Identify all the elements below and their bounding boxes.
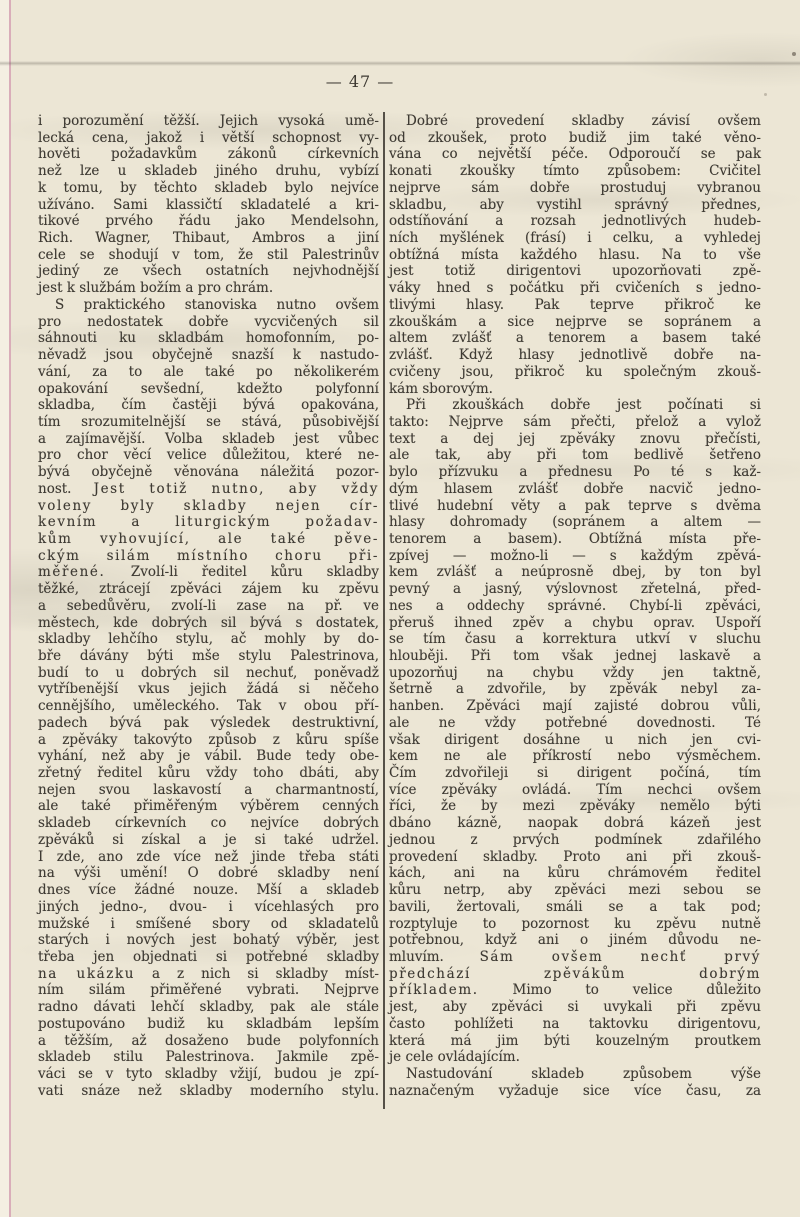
page-number: — 47 — — [325, 72, 395, 91]
text-line: ním silám přiměřené vybrati. Nejprve — [38, 982, 379, 999]
text-line: bývá obyčejně věnována náležitá pozor- — [38, 464, 379, 481]
text-line: jest k službám božím a pro chrám. — [38, 280, 274, 297]
text-line: vytříbenější vkus jejich žádá si něčeho — [38, 681, 379, 698]
text-line: říci, že by mezi zpěváky nemělo býti — [389, 798, 761, 815]
text-line: vání, za to ale také po několikerém — [38, 363, 379, 380]
text-line: cele se shodují v tom, že stil Palestrinův — [38, 246, 379, 263]
text-line: dým hlasem zvlášť dobře nacvič jedno- — [389, 480, 761, 497]
text-line: přeruš ihned zpěv a chybu oprav. Uspoří — [389, 614, 761, 631]
text-line: městech, kde dobrých sil bývá s dostatek, — [38, 614, 379, 631]
text-line: obtížná místa každého hlasu. Na to vše — [389, 246, 761, 263]
text-line: kách, ani na kůru chrámovém ředitel — [389, 865, 761, 882]
text-line: cennějšího, uměleckého. Tak v obou pří- — [38, 698, 379, 715]
text-line: S praktického stanoviska nutno ovšem — [55, 296, 379, 313]
text-line: od zkoušek, proto budiž jim také věno- — [389, 129, 761, 146]
text-line: Při zkouškách dobře jest počínati si — [406, 397, 761, 414]
text-line: pro nedostatek dobře vycvičených sil — [38, 313, 379, 330]
ink-speck — [792, 52, 796, 56]
text-line: tikové prvého řádu jako Mendelsohn, — [38, 213, 379, 230]
text-line: je cele ovládajícím. — [389, 1049, 520, 1066]
text-line: bavili, žertovali, smáli se a tak pod; — [389, 898, 761, 915]
text-line: tlivými hlasy. Pak teprve přikroč ke — [389, 296, 761, 313]
text-line: pevný a jasný, výslovnost zřetelná, před- — [389, 581, 761, 598]
text-line: a sebedůvěru, zvolí-li zase na př. ve — [38, 597, 379, 614]
text-line: odstíňování a rozsah jednotlivých hudeb- — [389, 213, 761, 230]
text-line: k tomu, by těchto skladeb bylo nejvíce — [38, 179, 379, 196]
text-line: Nastudování skladeb způsobem výše — [406, 1065, 761, 1082]
text-line: sáhnouti ku skladbám homofonním, po- — [38, 330, 379, 347]
text-line: rozptyluje to pozornost ku zpěvu nutně — [389, 915, 761, 932]
text-line: vyhání, než aby je vábil. Bude tedy obe- — [38, 748, 379, 765]
text-line: voleny byly skladby nejen cír- — [38, 497, 379, 514]
text-line: kůru netrp, aby zpěváci mezi sebou se — [389, 882, 761, 899]
text-line: skladbu, aby vystihl správný přednes, — [389, 196, 761, 213]
text-line: dbáno kázně, naopak dobrá kázeň jest — [389, 815, 761, 832]
text-line: lecká cena, jakož i větší schopnost vy- — [38, 129, 379, 146]
text-line: jest, aby zpěváci si uvykali při zpěvu — [389, 999, 761, 1016]
text-line: ale ne vždy potřebné dovednosti. Té — [389, 714, 761, 731]
text-line: ních myšlének (frásí) i celku, a vyhledej — [389, 230, 761, 247]
text-line: na výši umění! O dobré skladby není — [38, 865, 379, 882]
text-line: zpívej — možno-li — s každým zpěvá- — [389, 547, 761, 564]
text-line: tenorem a basem). Obtížná místa pře- — [389, 530, 761, 547]
text-line: hověti požadavkům zákonů církevních — [38, 146, 379, 163]
text-line: cvičeny jsou, přikroč ku společným zkouš- — [389, 363, 761, 380]
text-line: jest totiž dirigentovi upozorňovati zpě- — [389, 263, 761, 280]
text-line: provedení skladby. Proto ani při zkouš- — [389, 848, 761, 865]
text-line: radno dávati lehčí skladby, pak ale stále — [38, 999, 379, 1016]
left-column — [38, 113, 379, 1099]
text-line: vána co největší péče. Odporoučí se pak — [389, 146, 761, 163]
text-line: budí to u dobrých sil nechuť, poněvadž — [38, 664, 379, 681]
text-line: altem zvlášť a tenorem a basem také — [389, 330, 761, 347]
text-line: a zpěváky takovýto způsob z kůru spíše — [38, 731, 379, 748]
text-line: kevním a liturgickým požadav- — [38, 514, 379, 531]
text-line: i porozumění těžší. Jejich vysoká umě- — [38, 113, 379, 129]
text-line: hlouběji. Při tom však jednej laskavě a — [389, 648, 761, 664]
text-line: postupováno budiž ku skladbám lepším — [38, 1015, 379, 1032]
text-line: kám sborovým. — [389, 380, 493, 397]
text-line: třeba jen objednati si potřebné skladby — [38, 948, 379, 965]
text-line: něvadž jsou obyčejně snazší k nastudo- — [38, 347, 379, 364]
text-line: jiných jedno-, dvou- i vícehlasých pro — [38, 898, 379, 915]
text-line: ale tak, aby při tom bedlivě šetřeno — [389, 447, 761, 464]
text-line: tím srozumitelnější se stává, působivější — [38, 413, 379, 430]
text-line: více zpěváky ovládá. Tím nechci ovšem — [389, 781, 761, 798]
text-line: konati zkoušky tímto způsobem: Cvičitel — [389, 163, 761, 180]
text-line: těžké, ztrácejí zpěváci zájem ku zpěvu — [38, 581, 379, 598]
text-line: hlasy dohromady (sopránem a altem — — [389, 514, 761, 531]
text-line: váky hned s počátku při cvičeních s jedno- — [389, 280, 761, 297]
text-line: a těžším, až dosaženo bude polyfonních — [38, 1032, 379, 1049]
text-line: však dirigent dosáhne u nich jen cvi- — [389, 731, 761, 748]
text-line: předchází zpěvákům dobrým — [389, 965, 761, 982]
text-line: takto: Nejprve sám přečti, přelož a vylož — [389, 413, 761, 430]
column-divider — [383, 112, 385, 1109]
text-line: zpěváků si získal a je si také udržel. — [38, 831, 379, 848]
text-line: Dobré provedení skladby závisí ovšem — [406, 113, 761, 129]
text-line: dnes více žádné nouze. Mší a skladeb — [38, 882, 379, 899]
text-line: bře dávány býti mše stylu Palestrinova, — [38, 648, 379, 664]
text-line: ckým silám místního choru při- — [38, 547, 379, 564]
text-line: kem ne ale příkrostí nebo výsměchem. — [389, 748, 761, 765]
text-line: padech bývá pak výsledek destruktivní, — [38, 714, 379, 731]
text-line: bylo přízvuku a přednesu Po té s kaž- — [389, 464, 761, 481]
text-line: Rich. Wagner, Thibaut, Ambros a jiní — [38, 230, 379, 247]
text-line: skladeb církevních co nejvíce dobrých — [38, 815, 379, 832]
text-line: jednou z prvých podmínek zdařilého — [389, 831, 761, 848]
text-line: Čím zdvořileji si dirigent počíná, tím — [389, 765, 761, 782]
text-line: text a dej jej zpěváky znovu přečísti, — [389, 430, 761, 447]
text-line: na ukázku a z nich si skladby míst- — [38, 965, 379, 982]
text-line: zvlášť. Když hlasy jednotlivě dobře na- — [389, 347, 761, 364]
text-line: často pohlížeti na taktovku dirigentovu, — [389, 1015, 761, 1032]
text-line: skladby lehčího stylu, ač mohly by do- — [38, 631, 379, 648]
text-line: nost. Jest totiž nutno, aby vždy — [38, 480, 379, 497]
text-line: nes a oddechy správné. Chybí-li zpěváci, — [389, 597, 761, 614]
text-line: ale také přiměřeným výběrem cenných — [38, 798, 379, 815]
text-line: skladba, čím častěji bývá opakována, — [38, 397, 379, 414]
ink-speck — [764, 93, 767, 96]
text-line: starých i nových jest bohatý výběr, jest — [38, 932, 379, 949]
text-line: kům vyhovující, ale také pěve- — [38, 530, 379, 547]
text-line: kem zvlášť a neúprosně dbej, by ton byl — [389, 564, 761, 581]
text-line: měřené. Zvolí-li ředitel kůru skladby — [38, 564, 379, 581]
text-line: upozorňuj na chybu vždy jen taktně, — [389, 664, 761, 681]
text-line: naznačeným vyžaduje sice více času, za — [389, 1082, 761, 1099]
text-line: šetrně a zdvořile, by zpěvák nebyl za- — [389, 681, 761, 698]
text-line: mluvím. Sám ovšem nechť prvý — [389, 948, 761, 965]
text-line: potřebnou, když ani o jiném důvodu ne- — [389, 932, 761, 949]
text-line: a zajímavější. Volba skladeb jest vůbec — [38, 430, 379, 447]
text-line: hanben. Zpěváci mají zajisté dobrou vůli, — [389, 698, 761, 715]
text-line: váci se v tyto skladby vžijí, budou je zpí- — [38, 1065, 379, 1082]
text-line: nejprve sám dobře prostuduj vybranou — [389, 179, 761, 196]
text-line: I zde, ano zde více než jinde třeba státi — [38, 848, 379, 865]
text-line: užíváno. Sami klassičtí skladatelé a kri- — [38, 196, 379, 213]
text-line: vati snáze než skladby moderního stylu. — [38, 1082, 379, 1099]
text-line: která má jim býti kouzelným proutkem — [389, 1032, 761, 1049]
paper-edge-strip — [0, 0, 9, 1217]
right-column — [389, 113, 761, 1099]
text-line: pro chor věcí velice důležitou, které ne- — [38, 447, 379, 464]
text-line: zkouškám a sice nejprve se sopránem a — [389, 313, 761, 330]
text-line: opakování sevšední, kdežto polyfonní — [38, 380, 379, 397]
scan-pink-line — [9, 0, 11, 1217]
text-line: než lze u skladeb jiného druhu, vybízí — [38, 163, 379, 180]
scan-shadow — [0, 61, 800, 66]
text-line: se tím času a korrektura utkví v sluchu — [389, 631, 761, 648]
text-line: zřetný ředitel kůru vždy toho dbáti, aby — [38, 765, 379, 782]
text-line: mužské i smíšené sbory od skladatelů — [38, 915, 379, 932]
text-line: jediný ze všech ostatních nejvhodnější — [38, 263, 379, 280]
text-line: skladeb stilu Palestrinova. Jakmile zpě- — [38, 1049, 379, 1066]
text-line: příkladem. Mimo to velice důležito — [389, 982, 761, 999]
text-line: tlivé hudební věty a pak teprve s dvěma — [389, 497, 761, 514]
text-line: nejen svou laskavostí a charmantností, — [38, 781, 379, 798]
